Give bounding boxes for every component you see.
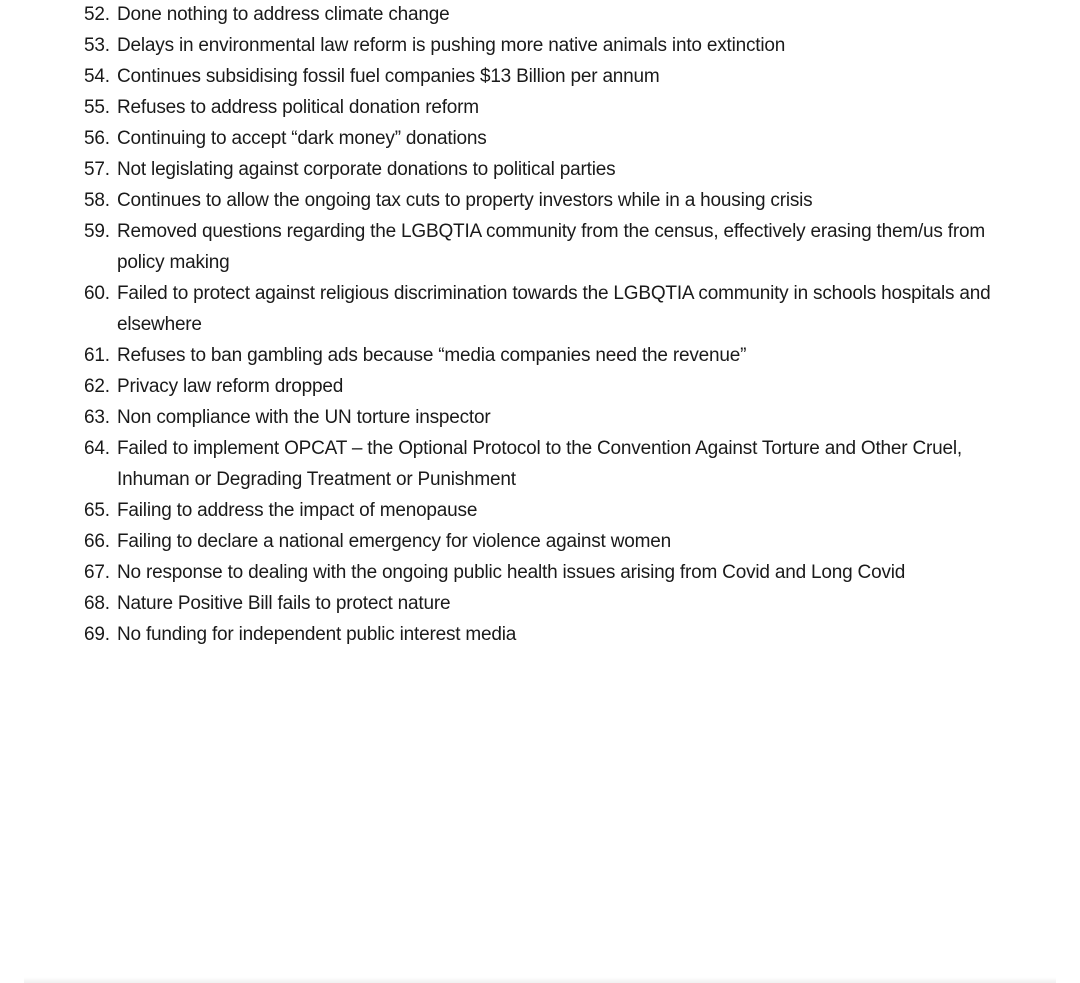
item-text: Delays in environmental law reform is pushing more native animals into extinction (117, 35, 786, 56)
list-item (84, 123, 1024, 154)
item-text: Failed to protect against religious discrimination towards the LGBQTIA community in schools hospitals and elsewhere (117, 283, 991, 335)
list-item (84, 340, 1024, 371)
item-number: 65. (84, 500, 110, 521)
list-item (84, 526, 1024, 557)
item-number: 69. (84, 624, 110, 645)
item-number: 58. (84, 190, 110, 211)
list-item (84, 433, 1024, 495)
item-number: 53. (84, 35, 110, 56)
list-item (84, 30, 1024, 61)
list-item (84, 557, 1024, 588)
item-number: 52. (84, 4, 110, 25)
item-number: 57. (84, 159, 110, 180)
item-text: Continues subsidising fossil fuel companies $13 Billion per annum (117, 66, 660, 87)
item-text: Refuses to ban gambling ads because “media companies need the revenue” (117, 345, 747, 366)
page-bottom-edge (24, 977, 1056, 983)
list-item (84, 495, 1024, 526)
item-text: Continuing to accept “dark money” donations (117, 128, 487, 149)
item-number: 66. (84, 531, 110, 552)
item-number: 68. (84, 593, 110, 614)
item-text: Non compliance with the UN torture inspector (117, 407, 491, 428)
item-number: 62. (84, 376, 110, 397)
item-text: Failed to implement OPCAT – the Optional Protocol to the Convention Against Torture and Other Cruel, Inhuman or Degrading Treatment or Punishment (117, 438, 962, 490)
item-text: Failing to address the impact of menopause (117, 500, 478, 521)
item-text: Refuses to address political donation reform (117, 97, 479, 118)
item-number: 54. (84, 66, 110, 87)
item-number: 59. (84, 221, 110, 242)
item-number: 60. (84, 283, 110, 304)
item-text: No response to dealing with the ongoing public health issues arising from Covid and Long Covid (117, 562, 906, 583)
list-item (84, 92, 1024, 123)
item-number: 63. (84, 407, 110, 428)
list-item (84, 278, 1024, 340)
list-item (84, 0, 1024, 30)
item-text: Done nothing to address climate change (117, 4, 450, 25)
list-item (84, 402, 1024, 433)
item-text: Removed questions regarding the LGBQTIA community from the census, effectively erasing them/us from policy making (117, 221, 985, 273)
item-text: Failing to declare a national emergency for violence against women (117, 531, 671, 552)
numbered-list (84, 0, 1024, 650)
list-item (84, 154, 1024, 185)
item-number: 64. (84, 438, 110, 459)
item-text: Not legislating against corporate donations to political parties (117, 159, 616, 180)
list-item (84, 619, 1024, 650)
item-text: No funding for independent public interest media (117, 624, 517, 645)
item-text: Continues to allow the ongoing tax cuts to property investors while in a housing crisis (117, 190, 813, 211)
item-text: Nature Positive Bill fails to protect nature (117, 593, 451, 614)
list-item (84, 61, 1024, 92)
item-text: Privacy law reform dropped (117, 376, 344, 397)
list-item (84, 371, 1024, 402)
list-item (84, 588, 1024, 619)
item-number: 67. (84, 562, 110, 583)
item-number: 61. (84, 345, 110, 366)
list-item (84, 216, 1024, 278)
item-number: 55. (84, 97, 110, 118)
list-item (84, 185, 1024, 216)
item-number: 56. (84, 128, 110, 149)
